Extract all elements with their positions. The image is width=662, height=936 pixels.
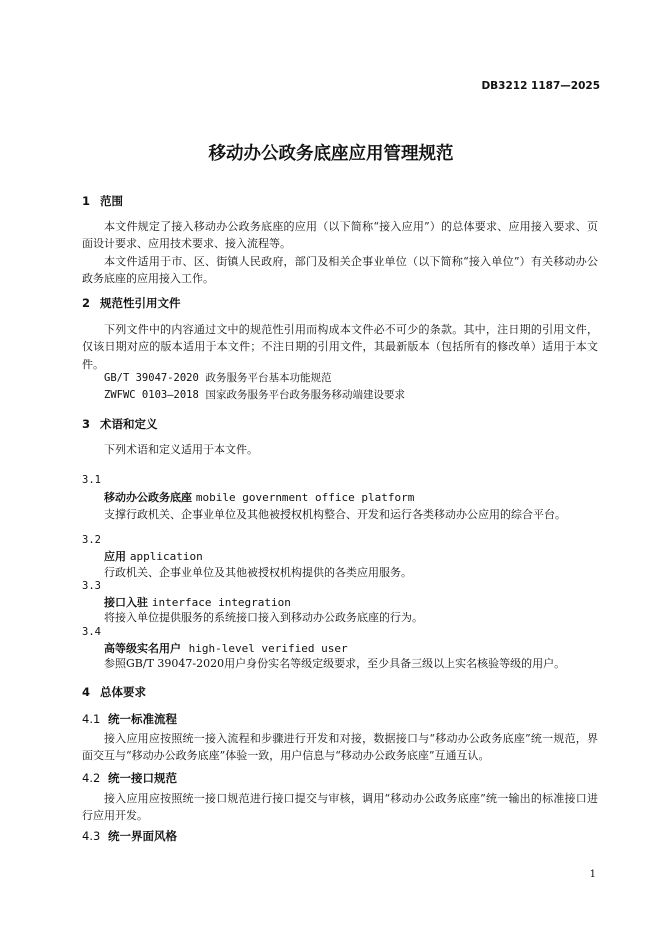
subsection-4-1-paragraph: 接入应用应按照统一接入流程和步骤进行开发和对接，数据接口与“移动办公政务底座”统一规范，界面交互与“移动办公政务底座”体验一致，用户信息与“移动办公政务底座”互通互认。 xyxy=(82,732,598,763)
section-4-heading xyxy=(82,684,146,700)
subsection-4-1-heading xyxy=(82,711,177,727)
term-definition: 支撑行政机关、企事业单位及其他被授权机构整合、开发和运行各类移动办公应用的综合平台。 xyxy=(104,508,566,521)
section-1-paragraph-1: 本文件规定了接入移动办公政务底座的应用（以下简称“接入应用”）的总体要求、应用接入要求、页面设计要求、应用技术要求、接入流程等。 xyxy=(82,220,598,251)
term-definition: 参照GB/T 39047-2020用户身份实名等级定级要求，至少具备三级以上实名核验等级的用户。 xyxy=(104,657,566,670)
subsection-4-3-heading xyxy=(82,828,177,844)
reference-code: ZWFWC 0103—2018 xyxy=(104,389,199,401)
document-title: 移动办公政务底座应用管理规范 xyxy=(208,144,454,164)
reference-title: 政务服务平台基本功能规范 xyxy=(205,372,332,384)
term-number: 3.2 xyxy=(82,534,101,546)
term-chinese: 高等级实名用户 xyxy=(104,642,181,655)
document-code: DB3212 1187—2025 xyxy=(481,80,600,92)
term-english: interface integration xyxy=(151,596,291,609)
term-chinese: 应用 xyxy=(104,550,126,563)
term-chinese: 移动办公政务底座 xyxy=(104,491,192,504)
reference-item-2 xyxy=(104,387,405,402)
term-title xyxy=(104,489,414,505)
subsection-title: 统一接口规范 xyxy=(108,771,177,785)
subsection-title: 统一界面风格 xyxy=(108,829,177,843)
subsection-number: 4.2 xyxy=(82,771,101,785)
section-title: 术语和定义 xyxy=(100,417,158,431)
section-number: 1 xyxy=(82,194,91,208)
term-title xyxy=(104,548,203,564)
reference-code: GB/T 39047-2020 xyxy=(104,372,199,384)
term-title xyxy=(104,640,348,656)
section-2-paragraph-1: 下列文件中的内容通过文中的规范性引用而构成本文件必不可少的条款。其中，注日期的引用文件，仅该日期对应的版本适用于本文件；不注日期的引用文件，其最新版本（包括所有的修改单）适用于本文件。 xyxy=(82,323,598,371)
subsection-number: 4.3 xyxy=(82,829,101,843)
term-definition: 将接入单位提供服务的系统接口接入到移动办公政务底座的行为。 xyxy=(104,611,423,624)
section-1-paragraph-2: 本文件适用于市、区、街镇人民政府，部门及相关企事业单位（以下简称“接入单位”）有关移动办公政务底座的应用接入工作。 xyxy=(82,255,598,286)
reference-item-1 xyxy=(104,370,332,385)
term-english: mobile government office platform xyxy=(195,491,415,504)
term-chinese: 接口入驻 xyxy=(104,596,148,609)
section-3-paragraph-1: 下列术语和定义适用于本文件。 xyxy=(104,443,258,456)
section-number: 2 xyxy=(82,296,91,310)
section-title: 范围 xyxy=(100,194,123,208)
subsection-4-2-heading xyxy=(82,770,177,786)
term-title xyxy=(104,594,291,610)
section-title: 总体要求 xyxy=(100,685,146,699)
section-1-heading xyxy=(82,193,123,209)
term-number: 3.3 xyxy=(82,580,101,592)
page-number: 1 xyxy=(589,869,596,880)
subsection-title: 统一标准流程 xyxy=(108,712,177,726)
term-english: application xyxy=(129,550,203,563)
section-number: 4 xyxy=(82,685,91,699)
section-number: 3 xyxy=(82,417,91,431)
section-title: 规范性引用文件 xyxy=(100,296,181,310)
section-2-heading xyxy=(82,295,181,311)
subsection-4-2-paragraph: 接入应用应按照统一接口规范进行接口提交与审核，调用“移动办公政务底座”统一输出的标准接口进行应用开发。 xyxy=(82,792,598,823)
term-definition: 行政机关、企事业单位及其他被授权机构提供的各类应用服务。 xyxy=(104,566,412,579)
section-3-heading xyxy=(82,416,158,432)
term-number: 3.1 xyxy=(82,474,101,486)
subsection-number: 4.1 xyxy=(82,712,101,726)
term-english: high-level verified user xyxy=(188,642,348,655)
reference-title: 国家政务服务平台政务服务移动端建设要求 xyxy=(205,389,406,401)
term-number: 3.4 xyxy=(82,626,101,638)
